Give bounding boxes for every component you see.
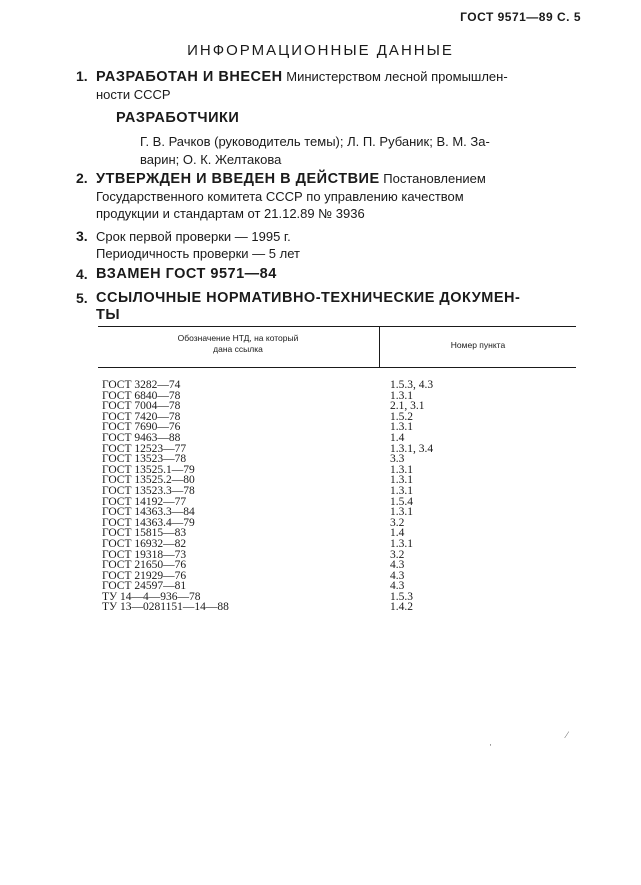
table-cell-document: ГОСТ 24597—81: [102, 580, 187, 593]
table-cell-clause: 1.3.1, 3.4: [390, 442, 434, 455]
table-cell-document: ГОСТ 3282—74: [102, 379, 181, 391]
scan-speck: ⁄: [566, 730, 568, 740]
table-cell-clause: 1.5.3, 4.3: [390, 379, 434, 391]
table-header-document: [98, 333, 378, 355]
item-1-number: 1.: [76, 68, 88, 84]
table-cell-document: ГОСТ 15815—83: [102, 527, 187, 540]
item-3-line-2: Периодичность проверки — 5 лет: [96, 246, 300, 261]
item-5-number: 5.: [76, 290, 88, 306]
table-cell-document: ГОСТ 13523.3—78: [102, 484, 195, 497]
item-1-text-line2: ности СССР: [96, 87, 171, 102]
table-cell-clause: 1.5.4: [390, 495, 413, 508]
table-cell-clause: 1.3.1: [390, 463, 413, 476]
item-2-line-3: продукции и стандартам от 21.12.89 № 3936: [96, 206, 365, 221]
table-cell-document: ГОСТ 7004—78: [102, 400, 181, 413]
table-cell-document: ГОСТ 6840—78: [102, 389, 181, 402]
table-cell-clause: 1.5.3: [390, 590, 413, 603]
table-cell-clause: 1.3.1: [390, 537, 413, 550]
table-cell-clause: 3.3: [390, 453, 405, 466]
table-cell-clause: 1.3.1: [390, 474, 413, 487]
table-cell-clause: 4.3: [390, 580, 405, 593]
table-cell-document: ГОСТ 21650—76: [102, 559, 187, 572]
developers-list: [140, 133, 580, 169]
table-cell-clause: 1.3.1: [390, 506, 413, 519]
item-1: [76, 68, 576, 103]
item-3: [76, 228, 576, 262]
table-header-document-line-1: Обозначение НТД, на который: [177, 333, 299, 343]
running-head: ГОСТ 9571—89 С. 5: [460, 10, 581, 24]
table-cell-clause: 4.3: [390, 569, 405, 582]
table-cell-document: ГОСТ 12523—77: [102, 442, 187, 455]
item-2-line-2: Государственного комитета СССР по управлению качеством: [96, 189, 464, 204]
table-cell-clause: 1.4: [390, 527, 405, 540]
table-header-document-line-2: дана ссылка: [213, 344, 263, 354]
table-row: [98, 539, 576, 550]
item-3-line-1: Срок первой проверки — 1995 г.: [96, 229, 291, 244]
developers-heading: РАЗРАБОТЧИКИ: [116, 110, 240, 126]
table-cell-document: ГОСТ 14192—77: [102, 495, 187, 508]
table-cell-clause: 1.5.2: [390, 410, 413, 423]
table-cell-document: ГОСТ 21929—76: [102, 569, 187, 582]
item-4-number: 4.: [76, 266, 88, 282]
table-row: [98, 433, 576, 444]
item-4: [76, 266, 576, 283]
table-row: [98, 486, 576, 497]
table-cell-document: ГОСТ 14363.4—79: [102, 516, 195, 529]
item-5: [76, 290, 576, 324]
developers-line-1: Г. В. Рачков (руководитель темы); Л. П. Рубаник; В. М. За-: [140, 134, 490, 149]
table-cell-clause: 3.2: [390, 548, 405, 561]
references-table: [98, 326, 576, 613]
table-cell-document: ГОСТ 13523—78: [102, 453, 187, 466]
item-1-heading: РАЗРАБОТАН И ВНЕСЕН: [96, 69, 283, 85]
item-5-heading-line-1: ССЫЛОЧНЫЕ НОРМАТИВНО-ТЕХНИЧЕСКИЕ ДОКУМЕН-: [96, 290, 521, 306]
table-cell-clause: 3.2: [390, 516, 405, 529]
table-row: [98, 380, 576, 391]
table-cell-document: ГОСТ 19318—73: [102, 548, 187, 561]
table-header: [98, 327, 576, 368]
table-cell-clause: 1.4.2: [390, 601, 413, 614]
page-title: ИНФОРМАЦИОННЫЕ ДАННЫЕ: [187, 42, 454, 59]
table-header-clause: Номер пункта: [450, 340, 506, 350]
item-4-heading: ВЗАМЕН ГОСТ 9571—84: [96, 266, 277, 282]
table-cell-document: ГОСТ 13525.1—79: [102, 463, 195, 476]
scan-speck: ·: [489, 740, 492, 750]
table-cell-clause: 1.3.1: [390, 421, 413, 434]
table-cell-document: ТУ 13—0281151—14—88: [102, 601, 229, 614]
table-cell-document: ГОСТ 16932—82: [102, 537, 187, 550]
item-2-heading: УТВЕРЖДЕН И ВВЕДЕН В ДЕЙСТВИЕ: [96, 171, 380, 187]
table-cell-clause: 1.4: [390, 431, 405, 444]
table-cell-clause: 1.3.1: [390, 389, 413, 402]
table-cell-document: ГОСТ 13525.2—80: [102, 474, 195, 487]
table-cell-document: ГОСТ 7420—78: [102, 410, 181, 423]
developers-line-2: варин; О. К. Желтакова: [140, 152, 282, 167]
table-body: [98, 380, 576, 613]
item-3-number: 3.: [76, 228, 88, 244]
table-cell-document: ГОСТ 7690—76: [102, 421, 181, 434]
table-cell-clause: 4.3: [390, 559, 405, 572]
item-2: [76, 170, 576, 222]
table-cell-document: ТУ 14—4—936—78: [102, 590, 201, 603]
table-cell-document: ГОСТ 9463—88: [102, 431, 181, 444]
table-cell-clause: 1.3.1: [390, 484, 413, 497]
item-2-text: Постановлением: [379, 171, 486, 186]
table-row: [98, 602, 576, 613]
item-1-text: Министерством лесной промышлен-: [282, 69, 508, 84]
item-2-number: 2.: [76, 170, 88, 186]
table-cell-clause: 2.1, 3.1: [390, 400, 425, 413]
item-5-heading-line-2: ТЫ: [96, 307, 121, 323]
table-cell-document: ГОСТ 14363.3—84: [102, 506, 195, 519]
